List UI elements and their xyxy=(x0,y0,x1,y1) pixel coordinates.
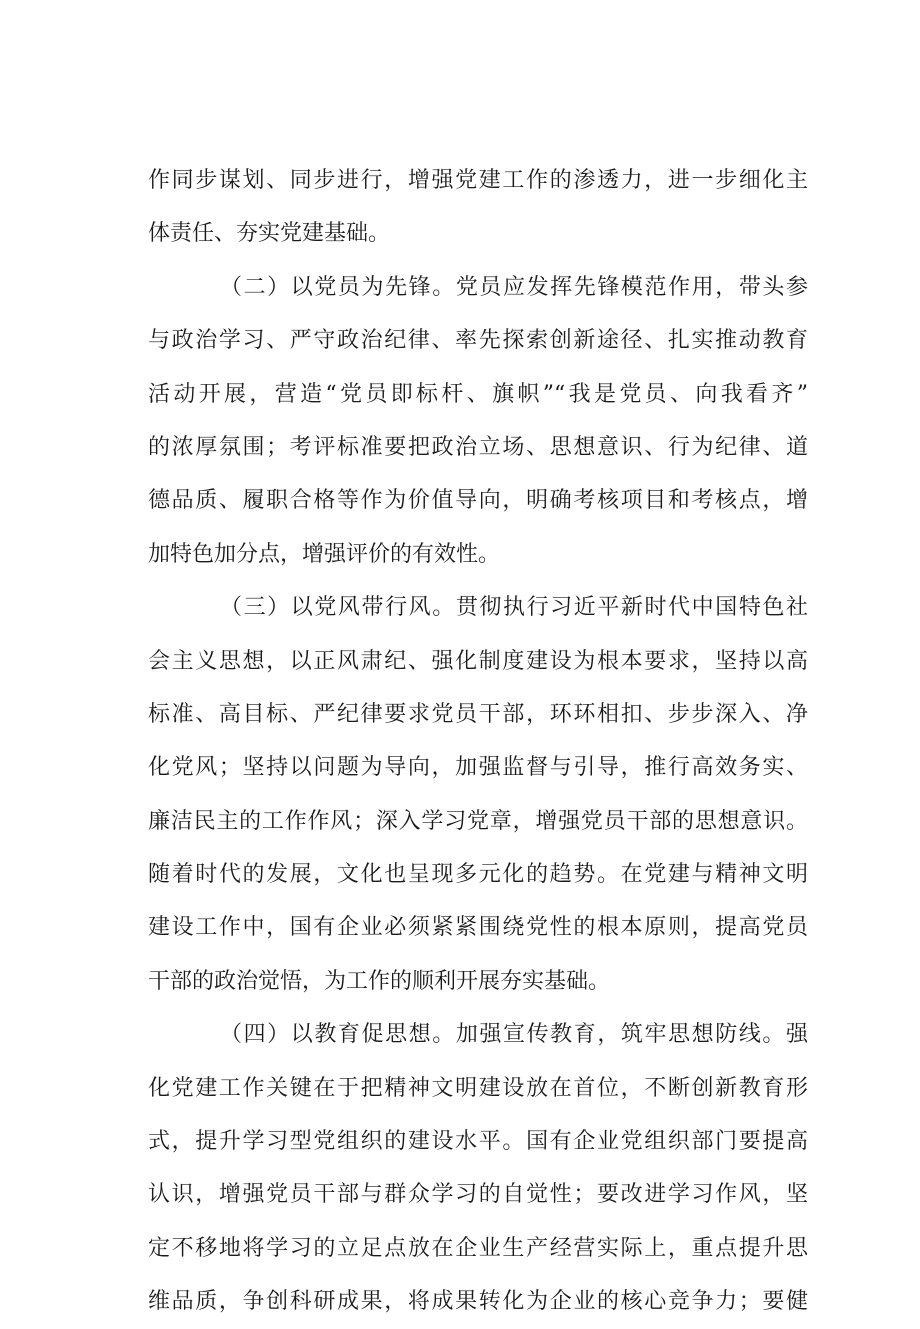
text-line: 干部的政治觉悟，为工作的顺利开展夯实基础。 xyxy=(148,968,611,994)
text-line: 与政治学习、严守政治纪律、率先探索创新途径、扎实推动教育 xyxy=(148,328,808,354)
text-line: 认识，增强党员干部与群众学习的自觉性；要改进学习作风，坚 xyxy=(148,1182,808,1208)
text-line: 式，提升学习型党组织的建设水平。国有企业党组织部门要提高 xyxy=(148,1129,808,1155)
text-line: 标准、高目标、严纪律要求党员干部，环环相扣、步步深入、净 xyxy=(148,701,808,727)
text-line: 定不移地将学习的立足点放在企业生产经营实际上，重点提升思 xyxy=(148,1235,808,1261)
text-line: 作同步谋划、同步进行，增强党建工作的渗透力，进一步细化主 xyxy=(148,168,808,193)
text-line: 化党建工作关键在于把精神文明建设放在首位，不断创新教育形 xyxy=(148,1075,808,1101)
body-text xyxy=(148,154,808,1329)
text-line: （四）以教育促思想。加强宣传教育，筑牢思想防线。强 xyxy=(220,1022,808,1048)
text-line: （三）以党风带行风。贯彻执行习近平新时代中国特色社 xyxy=(220,595,808,621)
text-line: 会主义思想，以正风肃纪、强化制度建设为根本要求，坚持以高 xyxy=(148,648,808,674)
text-line: 维品质，争创科研成果，将成果转化为企业的核心竞争力；要健 xyxy=(148,1289,808,1315)
text-line: （二）以党员为先锋。党员应发挥先锋模范作用，带头参 xyxy=(220,274,808,300)
text-line: 加特色加分点，增强评价的有效性。 xyxy=(148,541,501,567)
text-line: 体责任、夯实党建基础。 xyxy=(148,221,391,247)
text-line: 建设工作中，国有企业必须紧紧围绕党性的根本原则，提高党员 xyxy=(148,915,808,941)
text-line: 廉洁民主的工作作风；深入学习党章，增强党员干部的思想意识。 xyxy=(148,808,808,834)
text-line: 活动开展，营造“党员即标杆、旗帜”“我是党员、向我看齐” xyxy=(148,381,808,407)
text-line: 德品质、履职合格等作为价值导向，明确考核项目和考核点，增 xyxy=(148,488,808,514)
text-line: 随着时代的发展，文化也呈现多元化的趋势。在党建与精神文明 xyxy=(148,862,808,888)
text-line: 的浓厚氛围；考评标准要把政治立场、思想意识、行为纪律、道 xyxy=(148,434,808,460)
text-line: 化党风；坚持以问题为导向，加强监督与引导，推行高效务实、 xyxy=(148,755,808,781)
